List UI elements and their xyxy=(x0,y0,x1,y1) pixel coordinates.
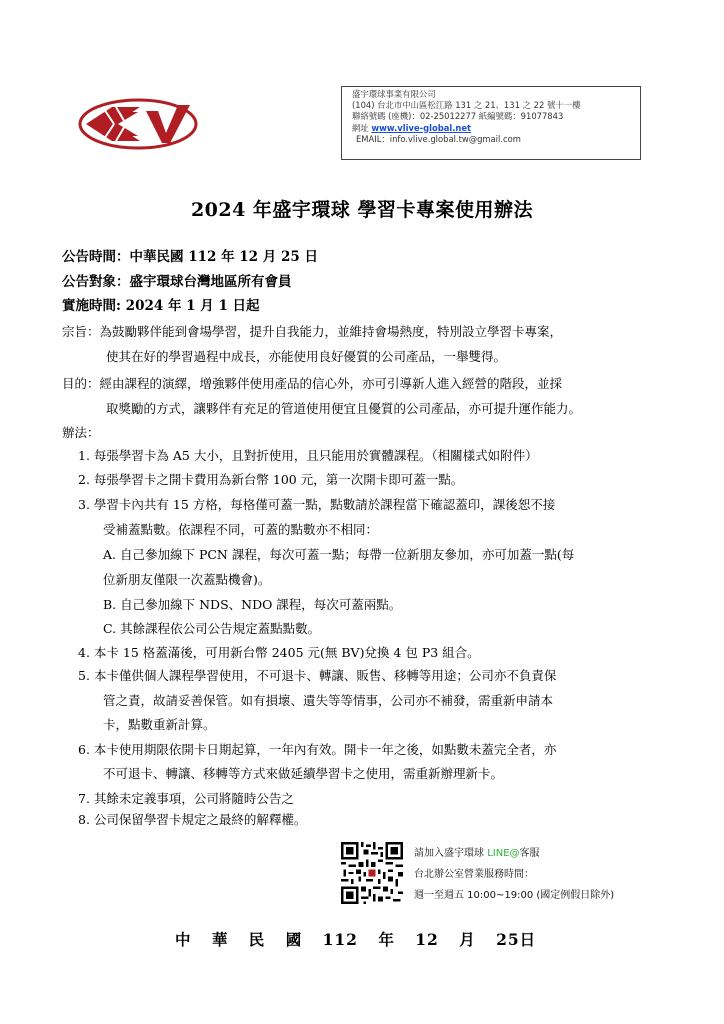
announce-target: 公告對象：盛宇環球台灣地區所有會員 xyxy=(62,274,292,290)
effective-date: 實施時間: 2024 年 1 月 1 日起 xyxy=(62,298,260,314)
website-link[interactable]: www.vlive-global.net xyxy=(371,122,472,133)
goal-line-2: 取獎勵的方式，讓夥伴有充足的管道使用便宜且優質的公司產品，亦可提升運作能力。 xyxy=(106,401,582,416)
company-address: (104) 台北市中山區松江路 131 之 21、131 之 22 號十一樓 xyxy=(352,100,581,111)
rule-item-3a-cont: 位新朋友僅限一次蓋點機會)。 xyxy=(103,572,271,587)
company-name: 盛宇環球事業有限公司 xyxy=(352,89,436,99)
rule-item-6: 6. 本卡使用期限依開卡日期起算，一年內有效。開卡一年之後，如點數未蓋完全者，亦 xyxy=(78,742,557,757)
line-prefix: 請加入盛宇環球 xyxy=(414,848,488,859)
rule-item-5-cont-1: 管之責，故請妥善保管。如有損壞、遺失等等情事，公司亦不補發，需重新申請本 xyxy=(103,693,554,708)
rule-item-2: 2. 每張學習卡之開卡費用為新台幣 100 元，第一次開卡即可蓋一點。 xyxy=(78,472,464,487)
line-brand[interactable]: LINE@ xyxy=(487,848,520,859)
line-suffix: 客服 xyxy=(519,848,540,859)
rule-item-3b: B. 自己參加線下 NDS、NDO 課程，每次可蓋兩點。 xyxy=(103,597,402,612)
rule-item-4: 4. 本卡 15 格蓋滿後，可用新台幣 2405 元(無 BV)兌換 4 包 P3 組合。 xyxy=(78,645,480,660)
company-phone: 聯絡號碼 (座機)：02-25012277 紙編號碼：91077843 xyxy=(352,111,564,122)
rule-item-3: 3. 學習卡內共有 15 方格，每格僅可蓋一點，點數請於課程當下確認蓋印，課後恕不接 xyxy=(78,497,556,512)
purpose-line-2: 使其在好的學習過程中成長，亦能使用良好優質的公司產品，一舉雙得。 xyxy=(106,349,507,364)
purpose-line-1: 宗旨：為鼓勵夥伴能到會場學習，提升自我能力，並維持會場熱度，特別設立學習卡專案， xyxy=(62,324,563,339)
rule-item-3a: A. 自己參加線下 PCN 課程，每次可蓋一點；每帶一位新朋友參加，亦可加蓋一點(每 xyxy=(103,547,575,562)
goal-line-1: 目的：經由課程的演繹，增強夥伴使用產品的信心外，亦可引導新人進入經營的階段，並採 xyxy=(62,376,563,391)
footer-date: 中 華 民 國 112 年 12 月 25日 xyxy=(175,930,537,949)
company-info-box xyxy=(341,86,641,160)
rule-item-8: 8. 公司保留學習卡規定之最終的解釋權。 xyxy=(78,812,307,827)
rule-item-5-cont-2: 卡，點數重新計算。 xyxy=(103,717,216,732)
company-email: EMAIL：info.vlive.global.tw@gmail.com xyxy=(356,133,521,144)
website-label: 網址 xyxy=(352,122,372,133)
rule-item-5: 5. 本卡僅供個人課程學習使用，不可退卡、轉讓、販售、移轉等用途；公司亦不負責保 xyxy=(78,668,557,683)
company-website-row xyxy=(352,123,640,134)
rule-item-7: 7. 其餘未定義事項，公司將隨時公告之 xyxy=(78,791,294,806)
rule-item-1: 1. 每張學習卡為 A5 大小，且對折使用，且只能用於實體課程。（相關樣式如附件） xyxy=(78,448,538,463)
announce-time: 公告時間：中華民國 112 年 12 月 25 日 xyxy=(62,249,318,265)
hours-title: 台北辦公室營業服務時間： xyxy=(414,869,534,880)
rule-item-3c: C. 其餘課程依公司公告規定蓋點點數。 xyxy=(103,621,321,636)
business-hours: 週一至週五 10:00~19:00 (國定例假日除外) xyxy=(414,890,615,901)
rule-item-6-cont: 不可退卡、轉讓、移轉等方式來做延續學習卡之使用，需重新辦理新卡。 xyxy=(103,766,504,781)
document-title: 2024 年盛宇環球 學習卡專案使用辦法 xyxy=(190,199,534,221)
company-logo xyxy=(78,97,202,151)
line-contact-row xyxy=(414,847,540,860)
rule-item-3-cont: 受補蓋點數。依課程不同，可蓋的點數亦不相同： xyxy=(103,522,379,537)
line-qr-code-icon[interactable] xyxy=(341,842,403,904)
method-label: 辦法： xyxy=(62,425,100,440)
